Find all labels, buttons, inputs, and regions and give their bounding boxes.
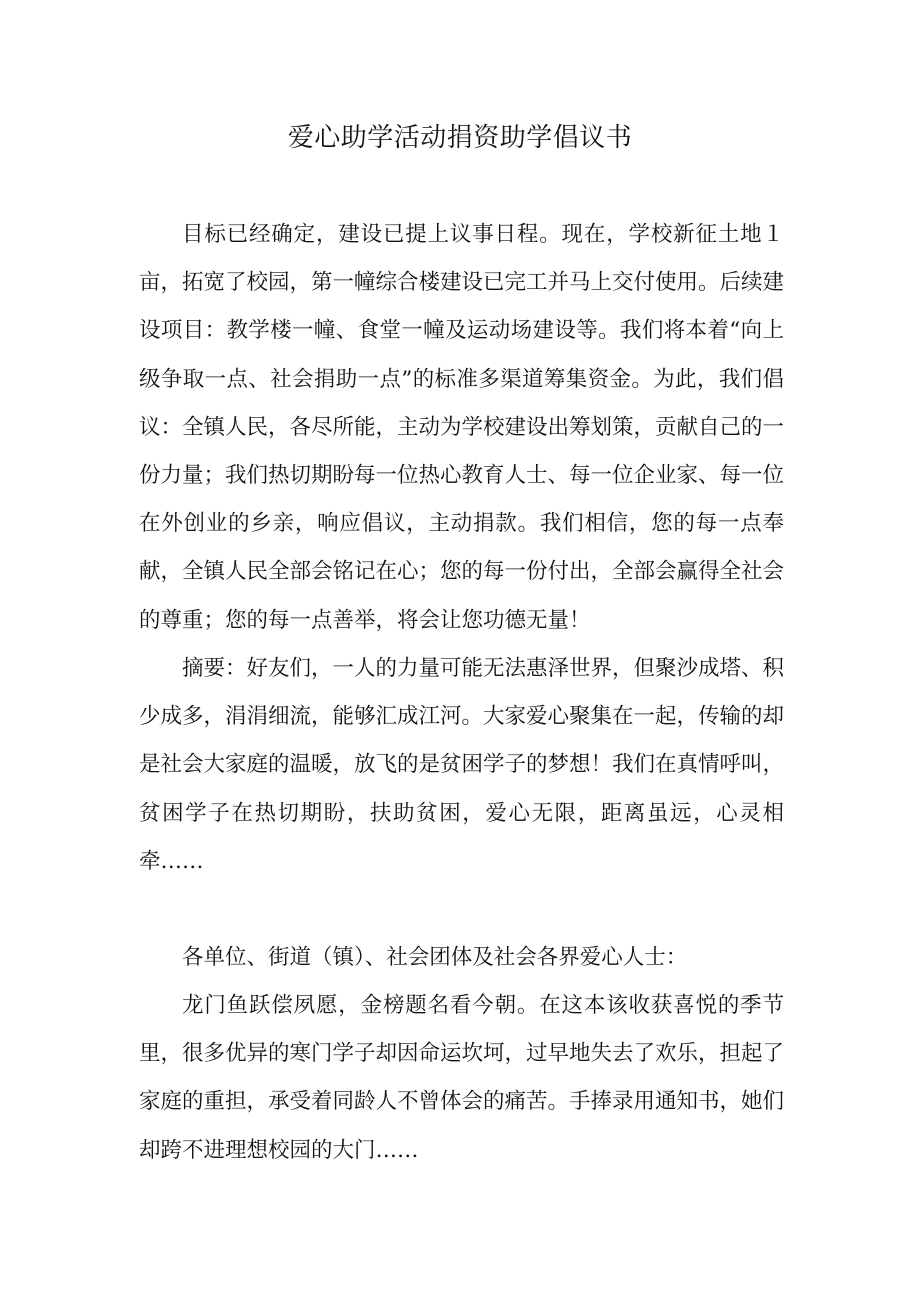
paragraph-letter-body: 龙门鱼跃偿夙愿，金榜题名看今朝。在这本该收获喜悦的季节里，很多优异的寒门学子却因命运坎坷，过早地失去了欢乐，担起了家庭的重担，承受着同龄人不曾体会的痛苦。手捧录用通知书，她们却跨不进理想校园的大门…… xyxy=(139,993,785,1163)
paragraph-summary: 摘要：好友们，一人的力量可能无法惠泽世界，但聚沙成塔、积少成多，涓涓细流，能够汇成江河。大家爱心聚集在一起，传输的却是社会大家庭的温暖，放飞的是贫困学子的梦想！我们在真情呼叫，贫困学子在热切期盼，扶助贫困，爱心无限，距离虽远，心灵相牵…… xyxy=(139,656,785,874)
document-title: 爱心助学活动捐资助学倡议书 xyxy=(287,123,633,153)
paragraph-salutation: 各单位、街道（镇）、社会团体及社会各界爱心人士： xyxy=(182,945,688,970)
paragraph-goals-and-appeal: 目标已经确定，建设已提上议事日程。现在，学校新征土地１亩，拓宽了校园，第一幢综合楼建设已完工并马上交付使用。后续建设项目：教学楼一幢、食堂一幢及运动场建设等。我们将本着“向上级争取一点、社会捐助一点”的标准多渠道筹集资金。为此，我们倡议：全镇人民，各尽所能，主动为学校建设出筹划策，贡献自己的一份力量；我们热切期盼每一位热心教育人士、每一位企业家、每一位在外创业的乡亲，响应倡议，主动捐款。我们相信，您的每一点奉献，全镇人民全部会铭记在心；您的每一份付出，全部会赢得全社会的尊重；您的每一点善举，将会让您功德无量！ xyxy=(139,222,785,633)
